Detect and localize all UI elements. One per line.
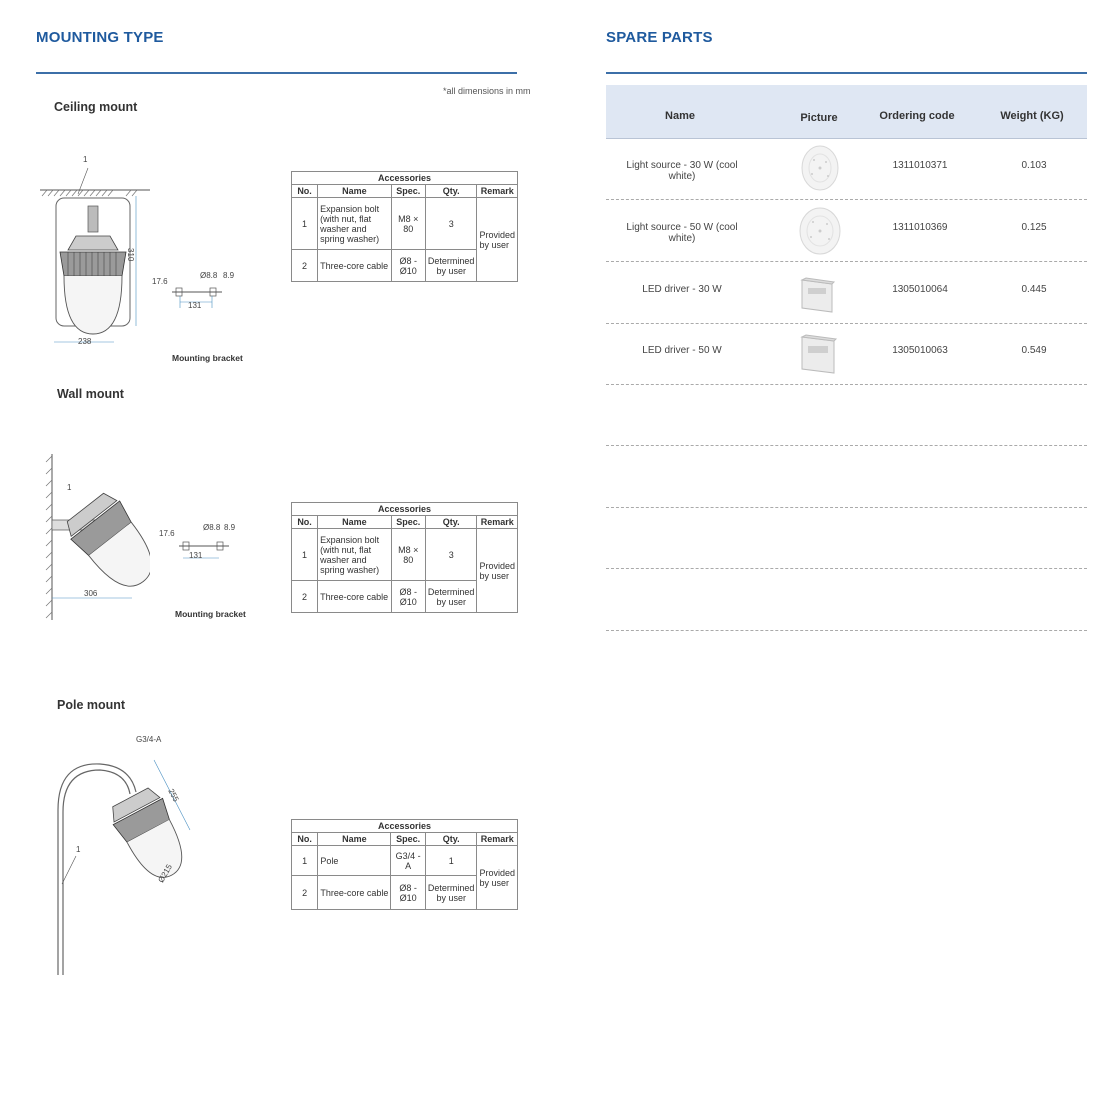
wall-bracket-drawing — [155, 520, 255, 570]
wall-bracket-dim-4: 131 — [189, 551, 203, 560]
ceiling-label-1: 1 — [83, 155, 88, 164]
table-cell: G3/4 - A — [391, 846, 425, 876]
ceiling-mount-drawing — [38, 148, 238, 348]
pole-dim-2: Ø215 — [156, 862, 174, 885]
led-module-icon — [800, 144, 840, 192]
ceiling-bracket-caption: Mounting bracket — [172, 353, 243, 363]
part-name: Light source - 30 W (cool white) — [626, 160, 738, 182]
wall-bracket-caption: Mounting bracket — [175, 609, 246, 619]
weight-value: 0.445 — [1021, 284, 1047, 295]
empty-row — [606, 569, 1087, 631]
table-cell: M8 × 80 — [391, 198, 425, 250]
accessories-table-pole — [291, 819, 518, 910]
wall-width-dim: 306 — [84, 589, 98, 598]
table-cell: 1 — [292, 198, 318, 250]
dimensions-note: *all dimensions in mm — [443, 86, 531, 96]
col-spec: Spec. — [391, 516, 425, 529]
table-cell: Determined by user — [425, 876, 477, 910]
weight-value: 0.549 — [1021, 345, 1047, 356]
table-cell: 2 — [292, 876, 318, 910]
led-module-icon — [798, 206, 842, 256]
mounting-type-title: MOUNTING TYPE — [36, 29, 164, 46]
table-row — [606, 262, 1087, 324]
table-cell: Ø8 - Ø10 — [391, 581, 425, 613]
table-cell: 2 — [292, 581, 318, 613]
table-cell-remark: Provided by user — [477, 198, 518, 282]
col-name: Name — [318, 185, 392, 198]
col-no: No. — [292, 833, 318, 846]
table-cell: M8 × 80 — [391, 529, 425, 581]
empty-row — [606, 446, 1087, 508]
spare-parts-title: SPARE PARTS — [606, 29, 713, 46]
part-name: LED driver - 50 W — [642, 345, 722, 356]
col-no: No. — [292, 185, 318, 198]
table-row — [606, 200, 1087, 262]
ordering-code: 1311010369 — [892, 222, 948, 233]
table-row — [606, 323, 1087, 385]
ceiling-bracket-dim-1: 17.6 — [152, 277, 168, 286]
part-name: Light source - 50 W (cool white) — [626, 222, 738, 244]
ceiling-mount-heading: Ceiling mount — [54, 100, 138, 114]
table-cell: 1 — [292, 846, 318, 876]
table-cell: Pole — [318, 846, 391, 876]
ceiling-height-dim: 310 — [126, 248, 135, 262]
pole-label-1: 1 — [76, 845, 81, 854]
accessories-table-ceiling — [291, 171, 518, 282]
ceiling-bracket-dim-2: Ø8.8 — [200, 271, 218, 280]
table-cell: Expansion bolt (with nut, flat washer and spring washer) — [318, 198, 392, 250]
pole-dim-1: 255 — [166, 787, 181, 804]
table-cell: Determined by user — [425, 250, 477, 282]
col-qty: Qty. — [425, 833, 477, 846]
wall-mount-drawing — [40, 448, 150, 628]
accessories-caption: Accessories — [292, 503, 518, 516]
table-cell: 3 — [425, 198, 477, 250]
col-weight-header: Weight (KG) — [1000, 110, 1064, 122]
table-cell: Ø8 - Ø10 — [391, 876, 425, 910]
col-spec: Spec. — [391, 833, 425, 846]
wall-bracket-dim-3: 8.9 — [224, 523, 236, 532]
empty-row — [606, 384, 1087, 446]
ordering-code: 1311010371 — [892, 160, 948, 171]
col-name: Name — [318, 516, 392, 529]
table-cell: Three-core cable — [318, 876, 391, 910]
col-remark: Remark — [477, 833, 518, 846]
accessories-caption: Accessories — [292, 820, 518, 833]
mounting-type-rule — [36, 72, 517, 74]
table-cell: Three-core cable — [318, 250, 392, 282]
ceiling-bracket-dim-4: 131 — [188, 301, 202, 310]
table-cell: 3 — [425, 529, 477, 581]
ceiling-bracket-drawing — [148, 264, 248, 314]
wall-bracket-dim-1: 17.6 — [159, 529, 175, 538]
col-qty: Qty. — [425, 185, 477, 198]
table-cell: Ø8 - Ø10 — [391, 250, 425, 282]
table-cell-remark: Provided by user — [477, 846, 518, 910]
col-spec: Spec. — [391, 185, 425, 198]
spare-parts-rule — [606, 72, 1087, 74]
table-cell: Expansion bolt (with nut, flat washer and spring washer) — [318, 529, 392, 581]
ceiling-width-dim: 238 — [78, 337, 92, 346]
pole-mount-drawing — [50, 730, 200, 980]
accessories-caption: Accessories — [292, 172, 518, 185]
col-no: No. — [292, 516, 318, 529]
table-cell: 1 — [425, 846, 477, 876]
col-qty: Qty. — [425, 516, 477, 529]
ceiling-bracket-dim-3: 8.9 — [223, 271, 235, 280]
col-picture-header: Picture — [800, 112, 838, 124]
table-cell: 1 — [292, 529, 318, 581]
col-name: Name — [318, 833, 391, 846]
col-name-header: Name — [665, 110, 695, 122]
table-cell-remark: Provided by user — [477, 529, 518, 613]
col-remark: Remark — [477, 516, 518, 529]
pole-thread-label: G3/4-A — [136, 735, 162, 744]
table-row — [606, 138, 1087, 200]
ordering-code: 1305010063 — [892, 345, 948, 356]
wall-bracket-dim-2: Ø8.8 — [203, 523, 221, 532]
wall-label-1: 1 — [67, 483, 72, 492]
empty-row — [606, 507, 1087, 569]
wall-mount-heading: Wall mount — [57, 387, 124, 401]
accessories-table-wall — [291, 502, 518, 613]
table-cell: 2 — [292, 250, 318, 282]
part-name: LED driver - 30 W — [642, 284, 722, 295]
ordering-code: 1305010064 — [892, 284, 948, 295]
table-cell: Three-core cable — [318, 581, 392, 613]
driver-box-icon — [800, 333, 838, 377]
col-code-header: Ordering code — [879, 110, 955, 122]
weight-value: 0.125 — [1021, 222, 1047, 233]
col-remark: Remark — [477, 185, 518, 198]
weight-value: 0.103 — [1021, 160, 1047, 171]
driver-box-icon — [800, 276, 836, 316]
pole-mount-heading: Pole mount — [57, 698, 126, 712]
table-cell: Determined by user — [425, 581, 477, 613]
